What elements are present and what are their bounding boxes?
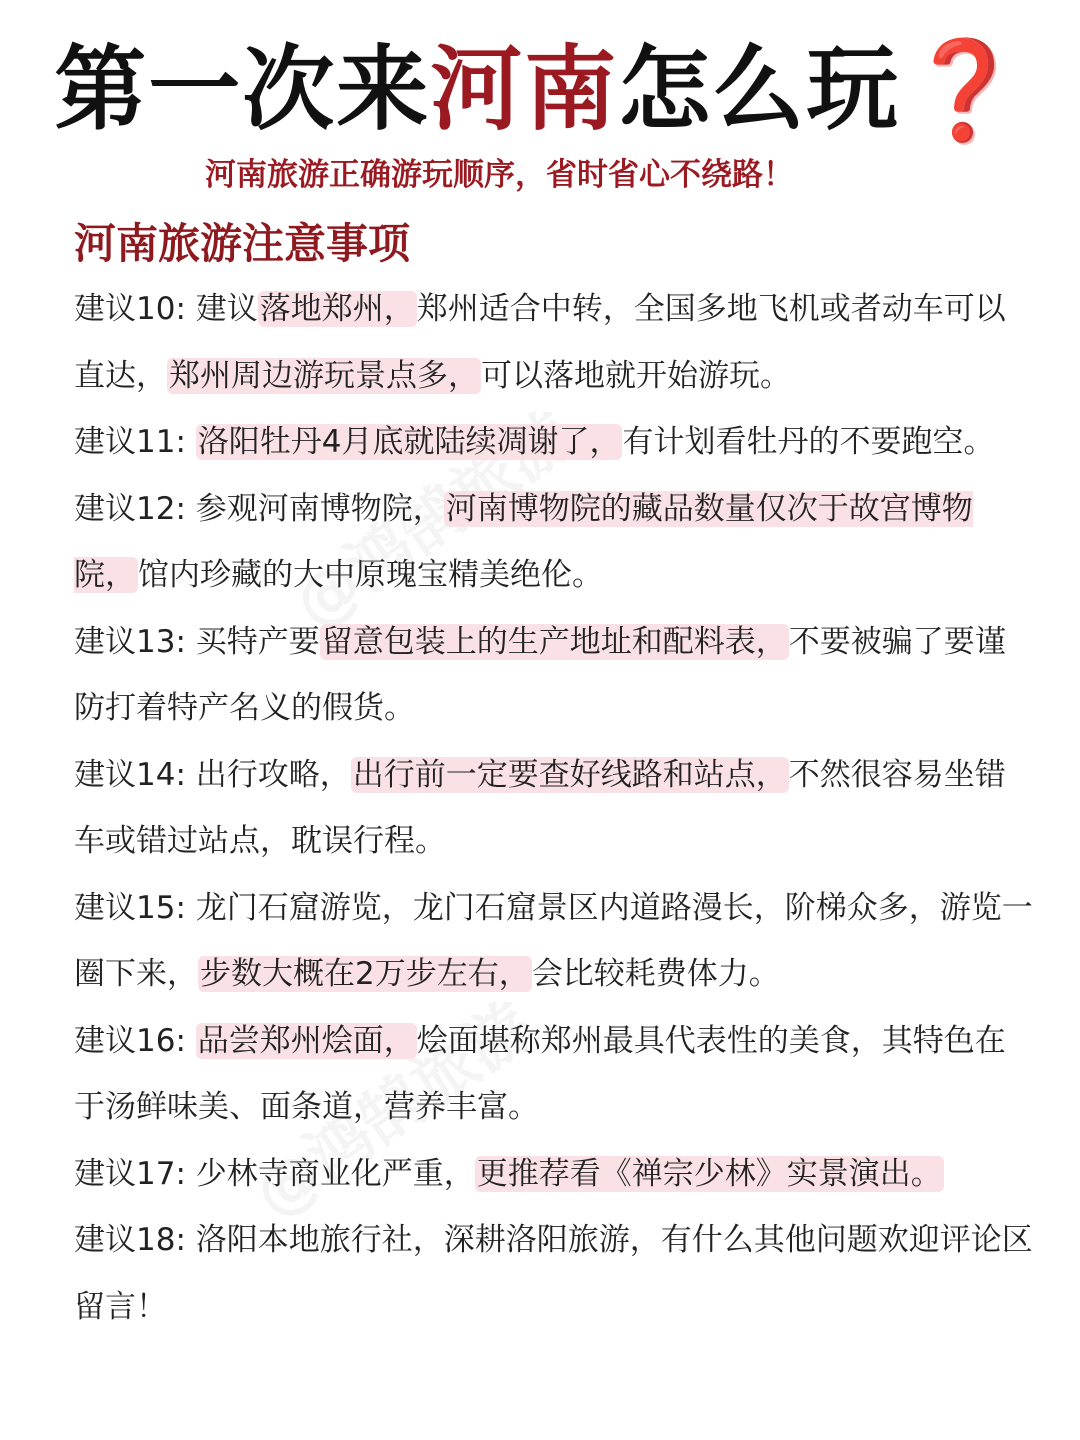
tip-highlight: 河南博物院的藏品数量仅次于故宫博物院， bbox=[74, 490, 973, 593]
tip-text: 不然很容易坐错车或错过站点，耽误行程。 bbox=[74, 756, 1006, 859]
tip-text: 有计划看牡丹的不要跑空。 bbox=[622, 424, 995, 460]
tip-label: 建议11: bbox=[74, 424, 196, 460]
tip-item bbox=[74, 1008, 1034, 1141]
tip-label: 建议16: bbox=[74, 1022, 196, 1059]
tip-text: 会比较耗费体力。 bbox=[531, 956, 780, 992]
tip-item bbox=[74, 742, 1034, 875]
tip-item bbox=[74, 409, 1034, 476]
tip-label: 建议17: bbox=[74, 1155, 196, 1192]
tip-text: 出行攻略， bbox=[195, 756, 351, 793]
tip-label: 建议14: bbox=[74, 756, 196, 793]
tips-list bbox=[74, 276, 1034, 1340]
tip-text: 郑州适合中转，全国多地飞机或者动车可以直达， bbox=[74, 291, 1006, 394]
title-part-2: 河南 bbox=[430, 36, 619, 143]
tip-highlight: 出行前一定要查好线路和站点， bbox=[352, 756, 787, 793]
tip-label: 建议13: bbox=[74, 623, 196, 660]
tip-text: 买特产要 bbox=[195, 623, 320, 660]
tip-label: 建议15: bbox=[74, 889, 196, 926]
question-mark-icon: ❓ bbox=[904, 34, 1026, 146]
tip-item bbox=[74, 476, 1034, 609]
tip-text: 建议 bbox=[195, 291, 258, 327]
tip-label: 建议18: bbox=[74, 1222, 196, 1258]
tip-highlight: 步数大概在2万步左右， bbox=[200, 956, 530, 992]
tip-item bbox=[74, 1207, 1034, 1340]
tip-item bbox=[74, 276, 1034, 409]
page-title bbox=[0, 30, 1080, 150]
tip-text: 不要被骗了要谨防打着特产名义的假货。 bbox=[74, 623, 1006, 726]
tip-item bbox=[74, 875, 1034, 1008]
tip-highlight: 洛阳牡丹4月底就陆续凋谢了， bbox=[197, 424, 621, 460]
tip-item bbox=[74, 1141, 1034, 1208]
tip-highlight: 留意包装上的生产地址和配料表， bbox=[321, 623, 787, 660]
tip-text: 少林寺商业化严重， bbox=[195, 1155, 475, 1192]
tip-highlight: 郑州周边游玩景点多， bbox=[169, 357, 479, 394]
tip-highlight: 落地郑州， bbox=[259, 291, 415, 327]
tip-highlight: 更推荐看《禅宗少林》实景演出。 bbox=[476, 1155, 942, 1192]
subtitle: 河南旅游正确游玩顺序，省时省心不绕路！ bbox=[205, 157, 794, 193]
tip-label: 建议12: bbox=[74, 490, 196, 527]
tip-text: 烩面堪称郑州最具代表性的美食，其特色在于汤鲜味美、面条道，营养丰富。 bbox=[74, 1022, 1006, 1125]
tip-text: 参观河南博物院， bbox=[195, 490, 444, 527]
tip-text: 洛阳本地旅行社，深耕洛阳旅游，有什么其他问题欢迎评论区留言！ bbox=[74, 1222, 1033, 1325]
title-part-1: 第一次来 bbox=[54, 36, 431, 143]
tip-label: 建议10: bbox=[74, 291, 196, 327]
tip-text: 龙门石窟游览，龙门石窟景区内道路漫长，阶梯众多，游览一圈下来， bbox=[74, 889, 1033, 992]
tip-text: 可以落地就开始游玩。 bbox=[481, 357, 791, 394]
tip-item bbox=[74, 609, 1034, 742]
tip-highlight: 品尝郑州烩面， bbox=[197, 1022, 415, 1059]
tip-text: 馆内珍藏的大中原瑰宝精美绝伦。 bbox=[138, 557, 603, 593]
section-heading: 河南旅游注意事项 bbox=[74, 219, 411, 268]
title-part-3: 怎么玩 bbox=[618, 36, 901, 143]
